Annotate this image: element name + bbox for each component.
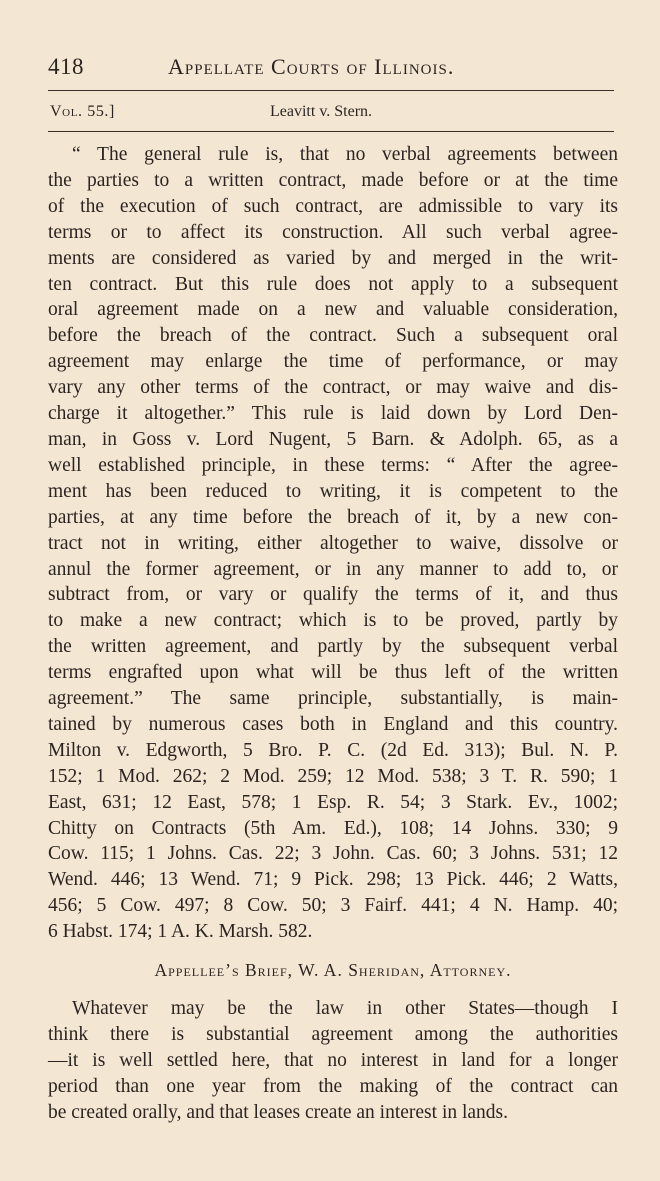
text-line: Cow. 115; 1 Johns. Cas. 22; 3 John. Cas. 60; 3 Johns. 531; 12 [48, 843, 618, 865]
text-line: charge it altogether.” This rule is laid down by Lord Den- [48, 403, 618, 425]
text-line: oral agreement made on a new and valuable consideration, [48, 299, 618, 321]
text-line: to make a new contract; which is to be proved, partly by [48, 610, 618, 632]
text-line: tract not in writing, either altogether to waive, dissolve or [48, 532, 618, 554]
text-line: 6 Habst. 174; 1 A. K. Marsh. 582. [48, 921, 313, 943]
volume-label: Vol. 55.] [50, 103, 115, 120]
text-line: “ The general rule is, that no verbal agreements between [72, 144, 618, 165]
text-line: Whatever may be the law in other States—though I [72, 998, 618, 1019]
text-line: agreement.” The same principle, substantially, is main- [48, 688, 618, 710]
text-line: agreement may enlarge the time of performance, or may [48, 351, 618, 373]
page-number: 418 [48, 54, 84, 79]
text-line: Milton v. Edgworth, 5 Bro. P. C. (2d Ed. 313); Bul. N. P. [48, 739, 618, 761]
text-line: before the breach of the contract. Such a subsequent oral [48, 325, 618, 347]
text-line: ten contract. But this rule does not apply to a subsequent [48, 273, 618, 295]
text-line: Chitty on Contracts (5th Am. Ed.), 108; 14 Johns. 330; 9 [48, 817, 618, 839]
text-line: terms engrafted upon what will be thus left of the written [48, 662, 618, 684]
text-line: the parties to a written contract, made before or at the time [48, 169, 618, 191]
header-rule-bottom [48, 131, 614, 132]
running-head [48, 54, 613, 88]
text-line: Wend. 446; 13 Wend. 71; 9 Pick. 298; 13 Pick. 446; 2 Watts, [48, 869, 618, 891]
text-line: be created orally, and that leases create an interest in lands. [48, 1101, 509, 1123]
text-line: 152; 1 Mod. 262; 2 Mod. 259; 12 Mod. 538; 3 T. R. 590; 1 [48, 765, 618, 787]
text-line: think there is substantial agreement among the authorities [48, 1023, 618, 1045]
text-line: subtract from, or vary or qualify the terms of it, and thus [48, 584, 618, 606]
journal-title: Appellate Courts of Illinois. [168, 54, 455, 79]
header-rule-top [48, 90, 614, 91]
case-name: Leavitt v. Stern. [270, 103, 373, 120]
text-line: tained by numerous cases both in England and this country. [48, 713, 618, 735]
text-line: ment has been reduced to writing, it is competent to the [48, 480, 618, 502]
section-heading: Appellee’s Brief, W. A. Sheridan, Attorney. [154, 960, 512, 980]
text-line: 456; 5 Cow. 497; 8 Cow. 50; 3 Fairf. 441; 4 N. Hamp. 40; [48, 895, 618, 917]
text-line: East, 631; 12 East, 578; 1 Esp. R. 54; 3 Stark. Ev., 1002; [48, 791, 618, 813]
text-line: —it is well settled here, that no interest in land for a longer [48, 1049, 618, 1071]
text-line: parties, at any time before the breach of it, by a new con- [48, 506, 618, 528]
text-line: ments are considered as varied by and merged in the writ- [48, 247, 618, 269]
text-line: well established principle, in these terms: “ After the agree- [48, 454, 618, 476]
case-subheader [48, 103, 614, 125]
opinion-text [48, 142, 618, 945]
text-line: annul the former agreement, or in any manner to add to, or [48, 558, 618, 580]
text-line: period than one year from the making of the contract can [48, 1075, 618, 1097]
text-line: man, in Goss v. Lord Nugent, 5 Barn. & Adolph. 65, as a [48, 428, 618, 450]
brief-text [48, 996, 618, 1126]
text-line: the written agreement, and partly by the subsequent verbal [48, 636, 618, 658]
text-line: vary any other terms of the contract, or may waive and dis- [48, 377, 618, 399]
text-line: terms or to affect its construction. All such verbal agree- [48, 221, 618, 243]
text-line: of the execution of such contract, are admissible to vary its [48, 195, 618, 217]
